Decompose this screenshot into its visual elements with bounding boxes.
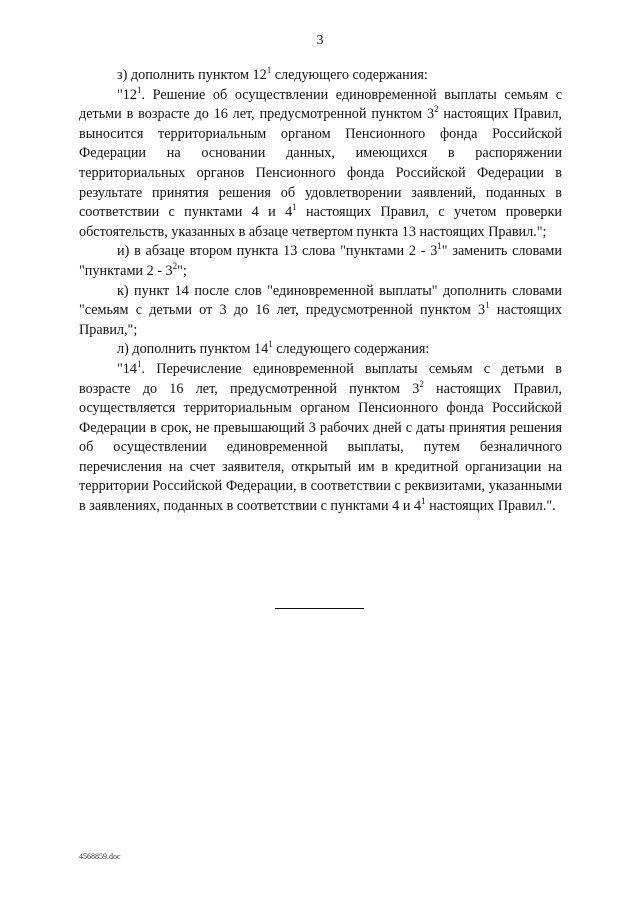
page-number: 3 (316, 33, 324, 48)
superscript: 1 (292, 202, 297, 213)
text-run: следующего содержания: (272, 341, 430, 358)
text-run: настоящих Правил.". (425, 498, 556, 515)
text-run: к) пункт 14 после слов "единовременной выплаты" дополнить словами "семьям с детьми от 3 до 16 лет, предусмотренной пунктом 3 (79, 282, 562, 319)
superscript: 1 (136, 84, 142, 95)
superscript: 1 (421, 496, 426, 507)
text-run: "14 (117, 360, 137, 377)
text-run: "12 (117, 86, 137, 103)
text-run: . Решение об осуществлении единовременной выплаты семьям с детьми в возрасте до 16 лет, предусмотренной пунктом 3 (79, 86, 562, 123)
text-run: л) дополнить пунктом 14 (117, 341, 269, 358)
text-run: и) в абзаце втором пункта 13 слова "пунктами 2 - 3 (117, 243, 438, 260)
text-run: "; (177, 262, 187, 279)
end-divider-line (275, 608, 364, 609)
text-run: з) дополнить пунктом 12 (117, 67, 267, 83)
text-run: " заменить словами "пунктами 2 - 3 (79, 243, 562, 279)
text-run: . Перечисление единовременной выплаты семьям с детьми в возрасте до 16 лет, предусмотренной пунктом 3 (79, 360, 562, 397)
paragraph-i (79, 242, 562, 281)
text-run: следующего содержания: (271, 67, 428, 83)
paragraph-l (79, 340, 562, 360)
superscript: 2 (419, 378, 424, 389)
superscript: 1 (136, 358, 142, 369)
superscript: 1 (485, 300, 490, 311)
text-run: настоящих Правил,"; (79, 302, 562, 338)
document-body (79, 66, 562, 517)
text-run: настоящих Правил, выносится территориальным органом Пенсионного фонда Российской Федерации на основании данных, имеющихся в распоряжении территориальных органов Пенсионного фонда Российской Федерации в результате принятия решения об удовлетворении заявлений, поданных в соответствии с пунктами 4 и 4 (79, 106, 562, 221)
paragraph-k (79, 282, 562, 341)
footer-document-id: 4568859.doc (79, 852, 121, 861)
superscript: 2 (434, 104, 439, 115)
paragraph-point-12-1 (79, 86, 562, 243)
paragraph-z (79, 66, 562, 86)
paragraph-point-14-1 (79, 360, 562, 517)
superscript: 1 (437, 241, 442, 252)
superscript: 1 (266, 65, 272, 75)
text-run: настоящих Правил, с учетом проверки обстоятельств, указанных в абзаце четвертом пункта 13 настоящих Правил."; (79, 204, 562, 240)
superscript: 1 (268, 339, 273, 350)
superscript: 2 (172, 260, 178, 271)
text-run: настоящих Правил, осуществляется территориальным органом Пенсионного фонда Российской Федерации в срок, не превышающий 3 рабочих дней с даты принятия решения об осуществлении единовременной выплаты, путем безналичного перечисления на счет заявителя, открытый им в кредитной организации на территории Российской Федерации, в соответствии с реквизитами, указанными в заявлениях, поданных в соответствии с пунктами 4 и 4 (79, 380, 563, 515)
